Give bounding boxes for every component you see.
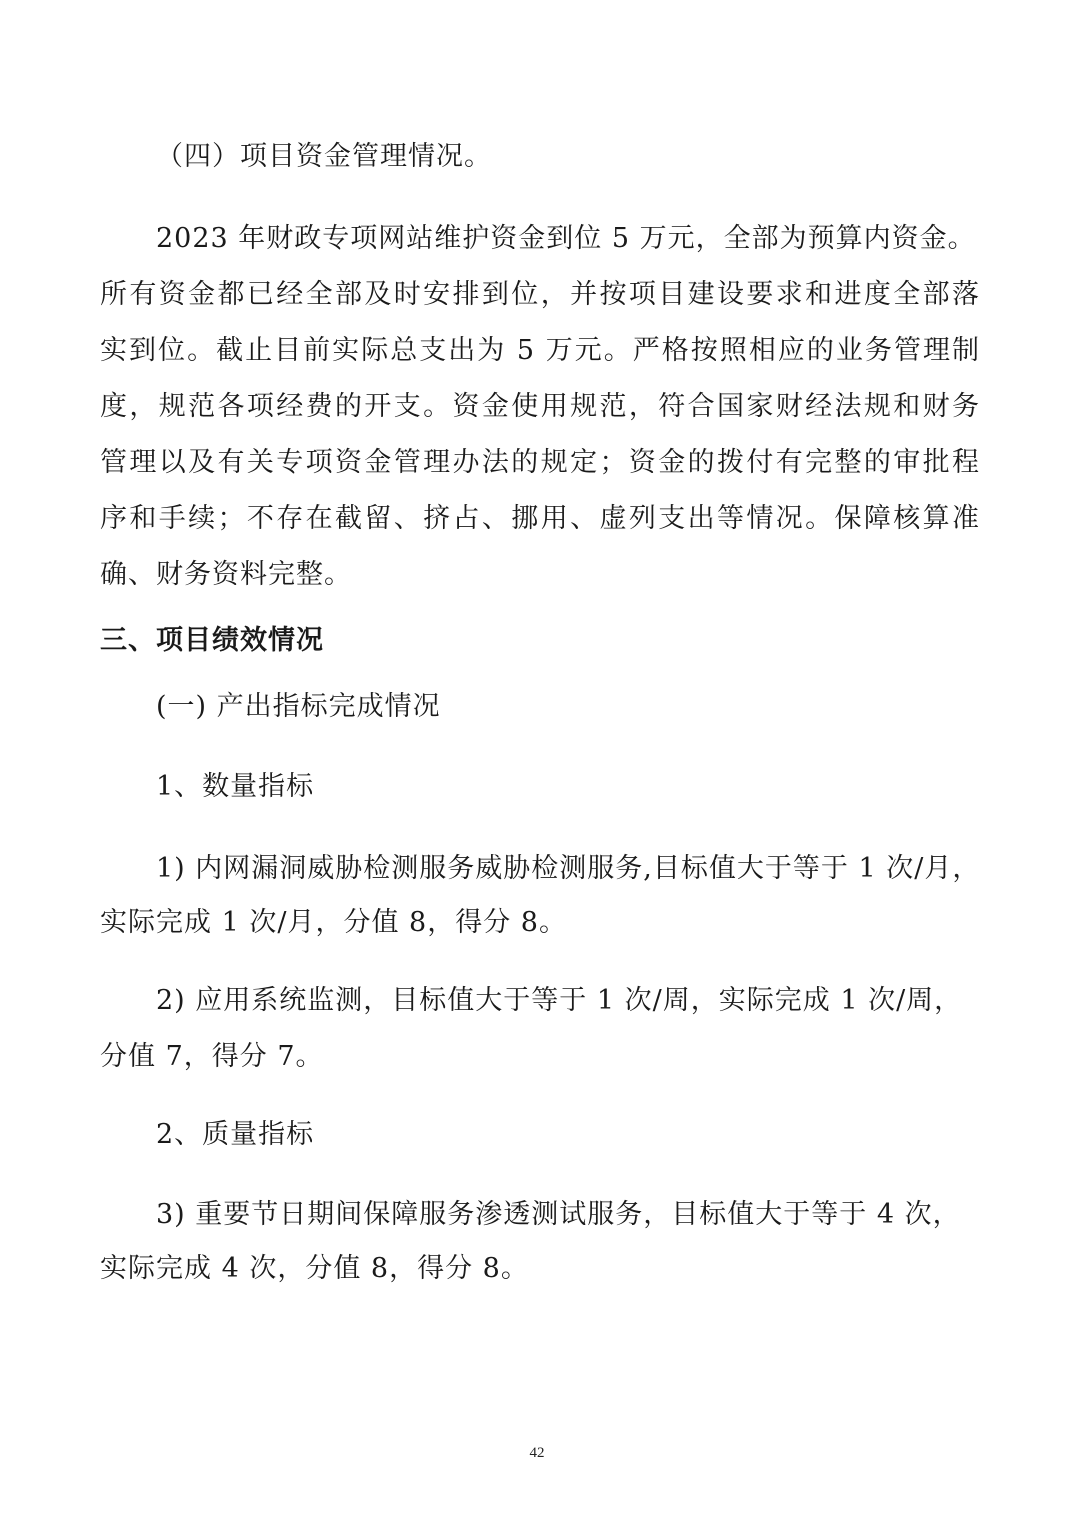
- subheading-fund-management: （四）项目资金管理情况。: [156, 141, 492, 172]
- paragraph-line: 管理以及有关专项资金管理办法的规定；资金的拨付有完整的审批程: [100, 447, 980, 478]
- indicator-item-2-line: 分值 7，得分 7。: [100, 1041, 324, 1072]
- page-number: 42: [529, 1445, 545, 1461]
- paragraph-line: 实到位。截止目前实际总支出为 5 万元。严格按照相应的业务管理制: [100, 335, 980, 366]
- quality-indicator-label: 2、质量指标: [156, 1119, 315, 1150]
- paragraph-line: 序和手续；不存在截留、挤占、挪用、虚列支出等情况。保障核算准: [100, 503, 980, 534]
- indicator-item-2-line: 2) 应用系统监测，目标值大于等于 1 次/周，实际完成 1 次/周，: [156, 985, 963, 1016]
- paragraph-line: 确、财务资料完整。: [100, 559, 352, 590]
- indicator-item-1-line: 实际完成 1 次/月，分值 8，得分 8。: [100, 907, 567, 938]
- indicator-item-3-line: 实际完成 4 次，分值 8，得分 8。: [100, 1253, 529, 1284]
- section-heading-performance: 三、项目绩效情况: [100, 625, 324, 656]
- paragraph-line: 2023 年财政专项网站维护资金到位 5 万元，全部为预算内资金。: [156, 223, 976, 254]
- subheading-output-indicators: (一) 产出指标完成情况: [156, 691, 441, 722]
- indicator-item-1-line: 1) 内网漏洞威胁检测服务威胁检测服务,目标值大于等于 1 次/月，: [156, 853, 981, 884]
- indicator-item-3-line: 3) 重要节日期间保障服务渗透测试服务，目标值大于等于 4 次，: [156, 1199, 961, 1230]
- paragraph-line: 度，规范各项经费的开支。资金使用规范，符合国家财经法规和财务: [100, 391, 980, 422]
- paragraph-line: 所有资金都已经全部及时安排到位，并按项目建设要求和进度全部落: [100, 279, 980, 310]
- quantity-indicator-label: 1、数量指标: [156, 771, 315, 802]
